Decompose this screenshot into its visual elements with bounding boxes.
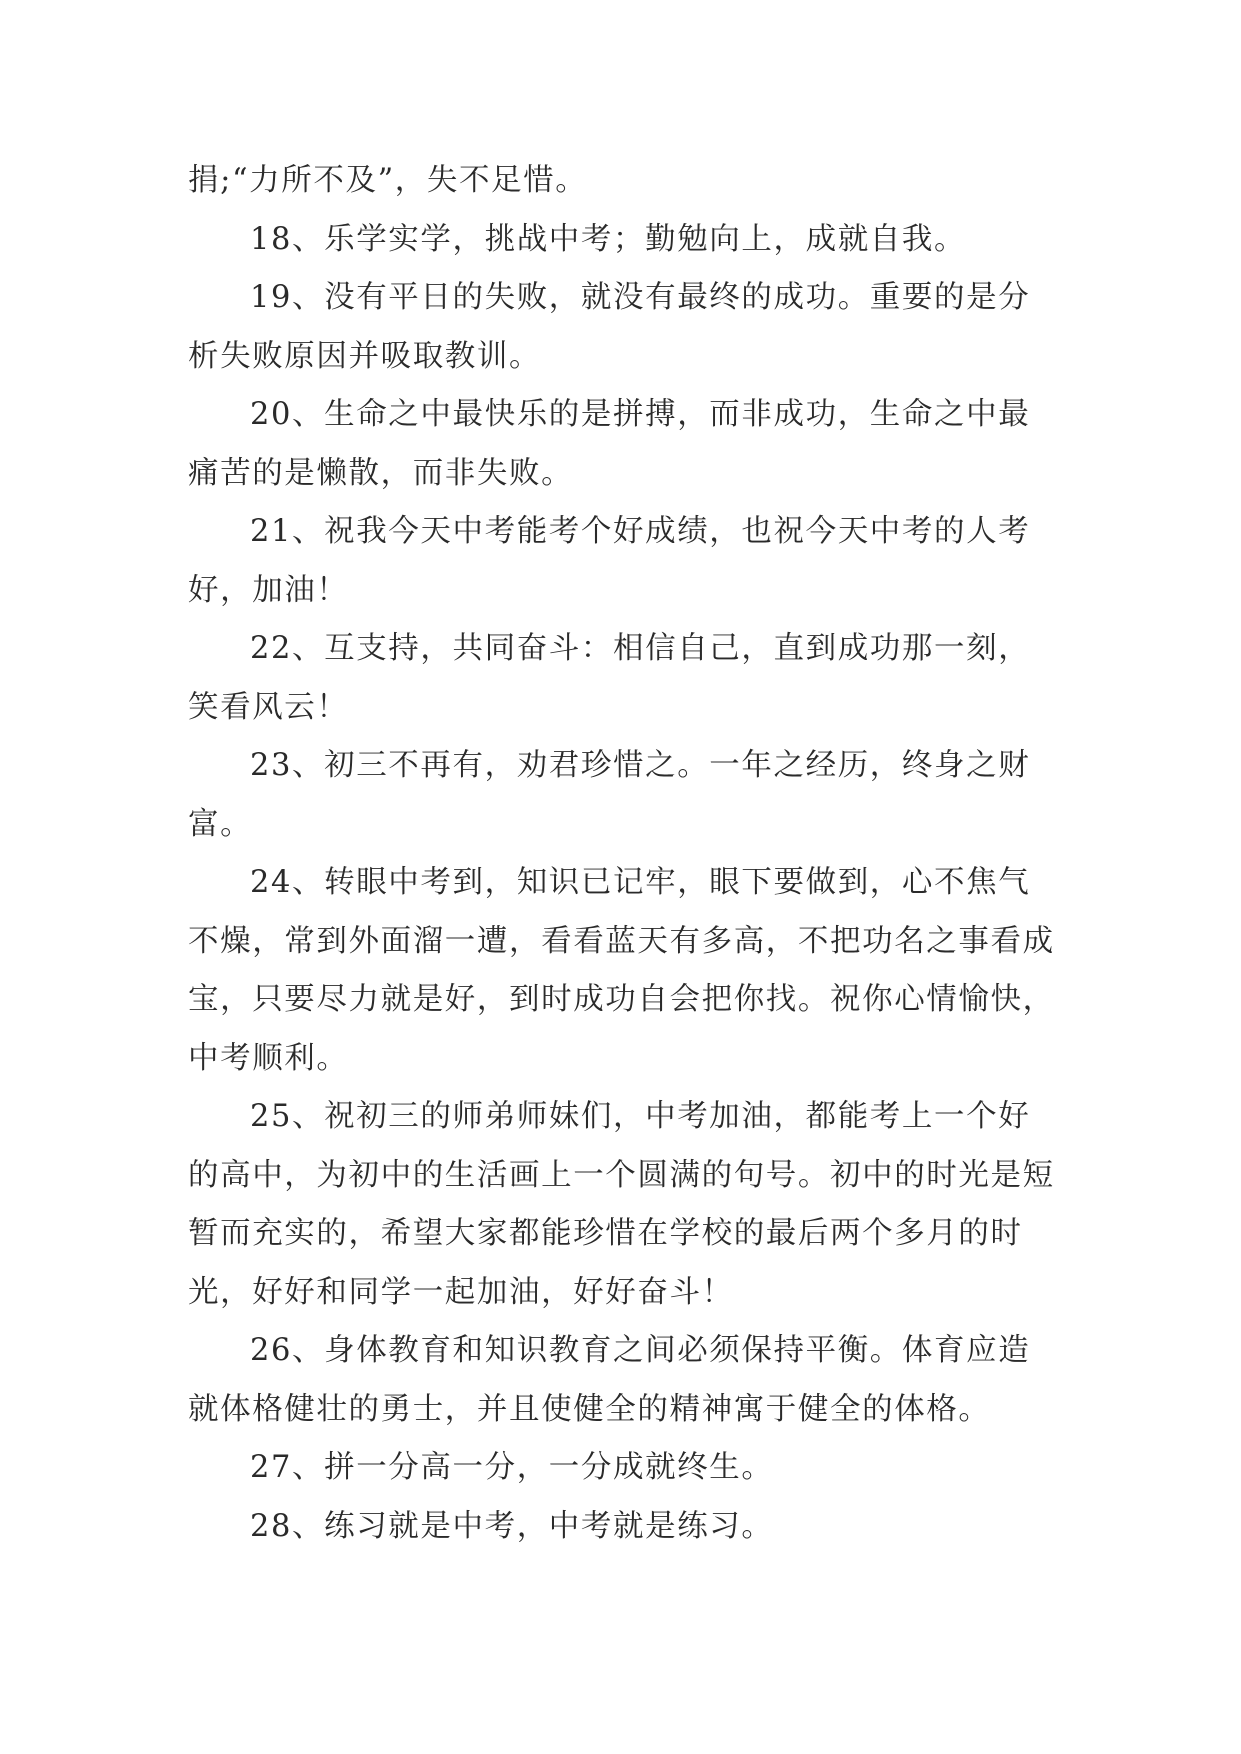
paragraph-23: 23、初三不再有，劝君珍惜之。一年之经历，终身之财富。	[188, 748, 1031, 842]
paragraph-24: 24、转眼中考到，知识已记牢，眼下要做到，心不焦气不燥，常到外面溜一遭，看看蓝天有多高，不把功名之事看成宝，只要尽力就是好，到时成功自会把你找。祝你心情愉快，中考顺利。	[188, 865, 1055, 1076]
paragraph-19: 19、没有平日的失败，就没有最终的成功。重要的是分析失败原因并吸取教训。	[188, 280, 1031, 374]
paragraph-21: 21、祝我今天中考能考个好成绩，也祝今天中考的人考好，加油！	[188, 514, 1031, 608]
paragraph-22: 22、互支持，共同奋斗：相信自己，直到成功那一刻，笑看风云！	[188, 631, 1031, 725]
paragraph-18: 18、乐学实学，挑战中考；勤勉向上，成就自我。	[250, 221, 967, 257]
paragraph-26: 26、身体教育和知识教育之间必须保持平衡。体育应造就体格健壮的勇士，并且使健全的精神寓于健全的体格。	[188, 1333, 1031, 1427]
paragraph-25: 25、祝初三的师弟师妹们，中考加油，都能考上一个好的高中，为初中的生活画上一个圆满的句号。初中的时光是短暂而充实的，希望大家都能珍惜在学校的最后两个多月的时光，好好和同学一起加油，好好奋斗！	[188, 1099, 1055, 1310]
paragraph-continuation: 捐;“力所不及”，失不足惜。	[188, 163, 588, 198]
paragraph-20: 20、生命之中最快乐的是拼搏，而非成功，生命之中最痛苦的是懒散，而非失败。	[188, 397, 1031, 491]
document-body	[188, 152, 1056, 1556]
paragraph-27: 27、拼一分高一分，一分成就终生。	[250, 1450, 774, 1485]
paragraph-28: 28、练习就是中考，中考就是练习。	[250, 1508, 774, 1544]
